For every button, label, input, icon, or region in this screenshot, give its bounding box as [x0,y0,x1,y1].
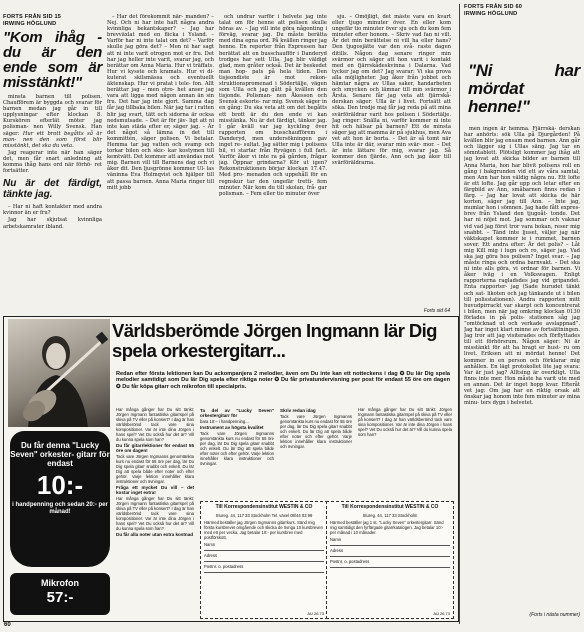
coupon2-name-field[interactable]: Namn [330,537,450,546]
left-kicker-2: IRWING HÖGLUND [3,21,57,27]
page-divider [459,4,460,624]
left-col1-p1: minsta barnen till polisen. Chaufförem är byggda och svarar för barnen medan jag går in till upplysningar efter klockan 8. Kurskören efterlät möter jag polisman- nen Willy Svensk. Han säger: Hur ett brott begåtts så är man- nen den som först blir misstänkt, det ska du veta. [3,94,102,149]
jorgen-ingmann-photo [8,319,110,427]
sticker-text-1: Du får denna "Lucky Seven" orkester- gitarr för endast [10,441,110,468]
sticker-text-2: i handpenning och sedan 20:- per månad! [12,502,108,515]
left-continued: Forts sid 64 [423,308,450,314]
lucky-seven-sticker [10,431,110,567]
ad-col-4: Har många gånger har Du sitt tänkt: Jörgen Ingmann fantastiska gitarrspel på skiva på TV eller på konsert? I dag är han världsberömd tack vare sina kompositioner. Var är inte dina Jörgen i hans spel? Vet Du också hur det är? Vill du kunna spela som han? [358,407,452,437]
left-article-col-2: – Har det förekommit när- manden? – Nej. Och ni har inte haft några andra kvinnliga bekantskaper? – Jag har brevväxlat med en flicka i Ysland. – Varför har ni inte talat om det? – Varför skulle jag göra det? – Men ni har sagt att ni inte varit otrogen mot er fru. Det har jag heller inte varit, svarar jag, och berättar om Anna Maria. Hur vi träffats. Hur vi kysste och kramats. Hur vi di- kuterat skilsmässa och eventuellt äktenskap. Hur vi pratat i tele- fon. Allt berättar jag – men otro- het anser jag vara att ligga med någon annan än sin fru. Det har jag inte gjort. Samma dag får jag tillbaka bilen. När jag tar i ratten blir jag svart, tätt och sidorna är ocksa nedsmutsade. – Det är för jäv- ligt att ni inte kan städa efter er, säger jag. – Är det något så lämna in det till kommittén, säger polisen. Vi betalar. Hemma tar jag vatten och svamp och torkar bilen och skic- kar kostymen till kemtvätt. Det kommer att användas mot mig. Barnen vill till Barnens dag och vi åker dit. Den ljusgrönne kommer Ul- las väninna Eva Holmqvist och hjälper till att passa barnen. Anna Maria ringer till mitt jobb [107,14,214,191]
right-continued: (Forts i nästa nummer) [529,612,580,618]
ad-col-3: Skriv redan idag Tack vare Jörgen Ingmanns genomtänkta kurs nu endast för 55 öre per dag, lär Du Dig spela gitarr snabbt och enkelt. Du lär Dig att spela både efter noter och efter gehör. Varje lektion innehåller klara instruktioner och övningar. [280,408,352,449]
left-article-col-4: sju. – Omöjligt, det måste vara en kvart eller tjugo minuter över. En eller kom ungefär tio minuter över sju och du kom fem minuter efter honom. – Skriv vad fan ni vill. Är det min berättelse ni vill ha eller hans? Den tjugosjätte var den svå- raste dagen ditills. Någon dag senare ringer min svärmor och säger att hon varit i kontakt med en fjärrskådeskvinna i Dalarna. Vad tycker jag om det? Jag svarar: Vi ska prova alla möjligheter. Jag åker från jobbet och hämtar några av Ullas saker, handarbeten och smycken och lämnar till min svärmor i Årsta. Senare får jag veta att fjärrskå- derskan säger: Ulla är i livet. Fortsätt att söka. Den tredje maj får jag reda på att mina svärföräldrar varit hos polisen i Södertälje. Jag ringer: Snälla ni, varför kommer ni inte hit och hälsar på barnen? Ett de minsta säger jag att mamma är på sjukhus, men Ava vet att hon är borta. – Det är så tomt när Ulla inte är där, svarar min svär- mor. – Det är inte lättare för mig, svarar jag. Så kommer den fjärde. Ann och jag åker till svärföräldrarna. [332,14,451,167]
right-body-wrap [464,126,580,612]
left-col1-p3: – Har ni haft kontakter med andra kvinnor än er fru? [3,204,102,217]
coupon2-address-field[interactable]: Adress [330,548,450,557]
left-subhead: Nu är det färdigt, tänkte jag. [3,178,102,201]
left-col1-p2: Jag reagerar inte när han säger det, men får snart anledning att komma ihåg hans ord när förhö- ret fortsätter. [3,149,102,175]
right-article [464,4,580,618]
left-kicker-1: FORTS FRÅN SID 15 [3,14,62,20]
guitar-course-ad [3,316,459,622]
mic-price: 57:- [46,589,74,606]
coupon-guitar-order[interactable]: Till Korrespondensinstitut WESTIN & CO Stureg. 44, 117 33 Stockholm Härmed beställer jag 1 st. "Lucky Seven" orkestergitarr. Sänd mig samtidigt den fyrfärgade gitarrkatalogen. Jag betalar 10:- per månad i 10 månader. Namn Adress Postnr. o. postadress AU 26.73 [326,501,454,619]
left-col1-p4: Jag har skjutsat kvinnliga arbetskamrater ibland. [3,217,102,230]
left-article-col-3: och undrar varför i helvete jag inte talat om för henne att polisen skulle höras av. – Jag vill inte göra någonting i förväg, svarar jag. Du måste berätta med dina egna ord. På kvällen ringer jag henne. En reporter från Expressen har berättat att en busschaufför i Danderyd trodges har sett Ulla. Jag blir väldigt glad, men gråter också. Det är beskedet man hop- pats på hela tiden. Den tisjeondiste är mot rekon- struktionspromenad i Södertälje, vägen som Ulla och jag gått på kvällen den tisjonde. Polisman- nen Åkesson och Svensk eskorte- rar mig. Svensk säger in en gång: Du ska veta att om det begåtts ett brott är du den ende vi kan misstänka. Nu är det färdigt, tänker jag. I går kväll var jag kyckling över rapporten om busschaufförem i Danderyd, men undersökningen gav inget re- sultat. Jag sätter mig i polisens bil, vi startar från Ryvägen i full fart. Varför åker vi inte ra på gården, frågar jag. Öppnar grindarna? Kör ut igen? Rekonstruktionen börjar klockan 17.47. Med pro- menaden och uppehåll för en regnskur tar den ungefär tretti- fem minuter. När kom du till skolan, frå- gar polisman. – Fem eller tio minuter över [219,14,327,197]
ad-title: Världsberömde Jörgen Ingmann lär Dig spela orkestergitarr... [112,320,437,361]
right-kicker-1: FORTS FRÅN SID 60 [464,4,523,10]
left-article-col-1 [3,14,102,231]
mic-label: Mikrofon [41,578,79,588]
ad-col-1: Har många gånger har Du sitt tänkt: Jörgen Ingmann fantastiska gitarrspel på skiva på TV eller på konsert? I dag är han världsberömd tack vare sina kompositioner. Var är inte dina Jörgen i hans spel? Vet Du också hur det är? Vill du kunna spela som han? Du får gitarrlektioner för endast 55 öre om dagen! Tack vare Jörgen Ingmanns genomtänkta kurs nu endast för 55 öre per dag, lär Du Dig spela gitarr snabbt och enkelt. Du lär Dig att spela både efter noter och efter gehör. Varje lektion innehåller klara instruktioner och övningar. Fråga ett mycket Du vill – det kostar inget extra! Har många gånger har Du sitt tänkt: Jörgen Ingmann fantastiska gitarrspel på skiva på TV eller på konsert? I dag är han världsberömd tack vare sina kompositioner. Var är inte dina Jörgen i hans spel? Vet Du också hur det är? Vill du kunna spela som han? Du får alla noter utan extra kostnad [116,407,194,537]
right-kicker-2: IRWING HÖGLUND [464,11,518,17]
ad-lead: Redan efter första lektionen kan Du ackompanjera 2 melodier, även om Du inte kan ett notteckens i dag ✪ Du lär Dig spela melodier samtidigt som Du lär Dig spela efter riktiga noter ✪ Du får privatundervisning per post för endast 55 öre om dagen ✪ Du får köpa gitarr och mikrofon till specialpris. [116,371,450,390]
guitar-player-illustration [8,319,110,427]
coupon2-postal-field[interactable]: Postnr. o. postadress [330,559,450,568]
right-body: men ingen är hemma. Fjärrskå- derskan har anhörts: sök Ulla på Djurgården! På kvällen blir jag ensam med barnen. Ann går och lägger sig i Ullas säng. Jag tar en sömntablett. Plötsligt kommer jag ihåg att jag lovat att skicka bilder av barnen till Anna Maria, hon har blivit polisens roll en gång i bakgrunden vid ett av våra samtal, men Ann har hon väldig några nu. Ett lofte är ett lofte. Jag går upp och letar efter en färgbild av Ann, småbarnen finns redan i färg. – Jag har lovat att skicka de här korten, säger jag till Ann. – Inte jag, mumlar hon i sömnen. Jag hade fått expres- brev från Ysland den tjugoåt- tonde. Det har ni nöjet mot. Jag sommar och vaknar vid vad jag först tror vara bokan, reser mig snabbt. – Tänd inte ljuset, väljer jag när väktskapet kommer ie i rummet, barnen sover. Ett andra efter: Är det polis? – Låt mig Kill mig i lugn och ro, säger jag. Vad ska jag göra hos polisen? Inget svar. – Jag måste ringa och ordna barnvakt. – Det ska ni inte alls göra, vi ordnar för barnen. Vi åker iväg i en Volkswagen. Enligt rapporterna ragladsdes jag vid gripandet. Enta rapporter- jag (Sade hurudet tänkt och sat- likoten och jag tänkande ut i bilen till polisstationen). Andra rapporten mitt huvudpirrackt var skarpt och koncentrerat i bilen, men när jag omkring klockan 0130 förlades in på polis- stationen såg jag ”omtöcknad ut och verkade avslappnad”. Jag har inget klart minne av fortsättningen. Jag tror att jag visiterades och förflyttades till ett förhörsrum. Någon säger: Ni är misstänkt för att ha bragt er hust- ru om livet. Eriksen att ni mördat henne! Det kommer in en person och förklarar mig anhållen. En lägt protokollet lite jag svara: Var är just jag? Alltsing är overkligt. Ulla finns inte mer. Hon måste ha varit ute med en annan. Det är inget hopp kvar. Efteråt vet jag: Om jag har en riktig orsak att önskar jag honom inte fem minuter av mina minu- ters dygn i helvetet. [464,126,580,407]
microphone-offer [10,573,110,615]
left-headline: "Kom ihåg -du är den ende som är misstänkt!" [3,29,102,91]
coupon1-address-field[interactable]: Adress [204,553,324,562]
coupon1-name-field[interactable]: Namn [204,542,324,551]
right-headline: "Ni har mördat henne!" [468,61,580,116]
sticker-price: 10:- [36,470,84,500]
page-number: 60 [4,622,11,628]
coupon1-postal-field[interactable]: Postnr. o. postadress [204,564,324,573]
ad-col-2: Ta del av "Lucky Seven" orkestergitarr för bara 10:– i handpenning... Instrument av högsta kvalitet Tack vare Jörgen Ingmanns genomtänkta kurs nu endast för 55 öre per dag, lär Du Dig spela gitarr snabbt och enkelt. Du lär Dig att spela både efter noter och efter gehör. Varje lektion innehåller klara instruktioner och övningar. [200,408,274,466]
coupon-course-order[interactable]: Till Korrespondensinstitut WESTIN & CO Stureg. 44, 117 33 Stockholm Tel. växel 08/44 03 99 Härmed beställer jag Jörgen Ingmanns gitarrkurs. Sänd mig första kursbrevet omgående och skicka de övriga 10 kursbreven med ett per vecka. Jag betalar 10:- per kursbrev med postförskott. Namn Adress Postnr. o. postadress AU 26.73 [200,501,328,619]
